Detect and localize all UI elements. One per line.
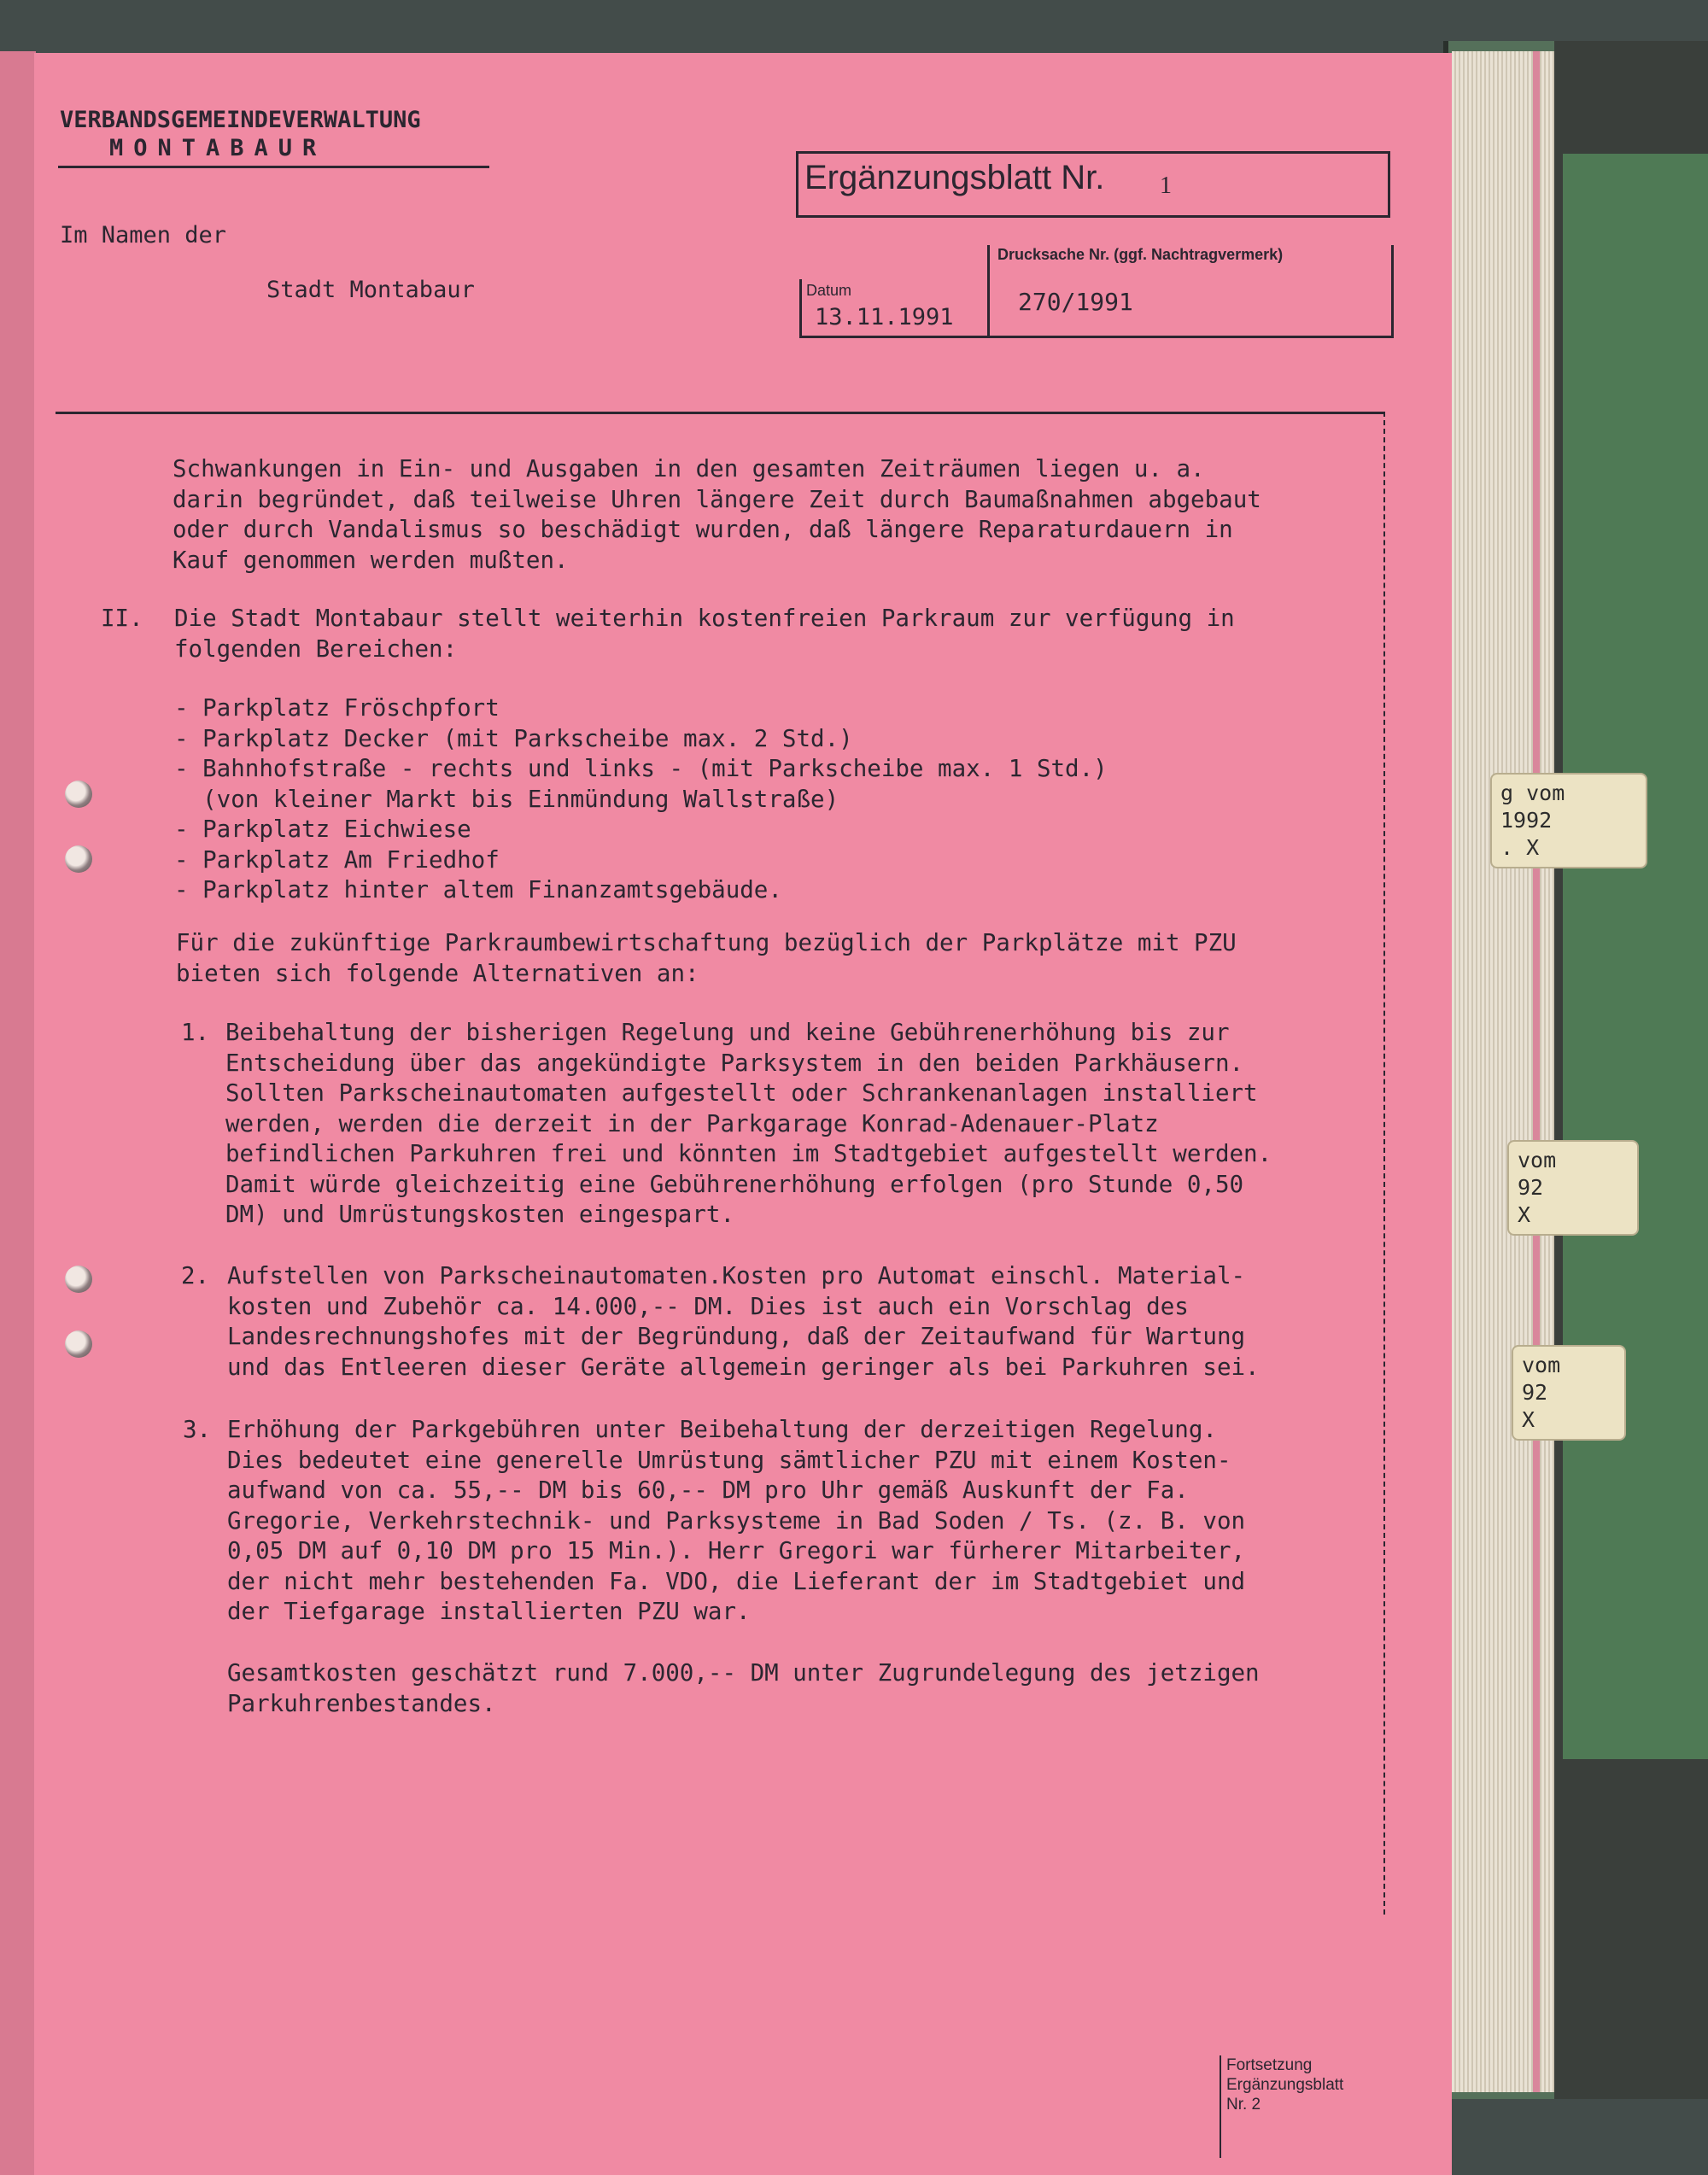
left-page-edge bbox=[0, 51, 36, 2175]
letterhead-underline bbox=[58, 166, 489, 168]
punch-hole-4 bbox=[65, 1330, 92, 1358]
section-numeral: II. bbox=[101, 605, 143, 632]
punch-hole-2 bbox=[65, 845, 92, 873]
alternatives-intro: Für die zukünftige Parkraumbewirtschaftung bezüglich der Parkplätze mit PZU bieten sich folgende Alternativen an: bbox=[176, 929, 1237, 987]
binder-green-panel bbox=[1563, 154, 1708, 1759]
alternative-3-text: Erhöhung der Parkgebühren unter Beibehaltung der derzeitigen Regelung. Dies bedeutet eine generelle Umrüstung sämtlicher PZU mit einem Kosten- aufwand von ca. 55,-- DM bis 60,-- DM pro Uhr gemäß Auskunft der Fa. Gregorie, Verkehrstechnik- und Parksysteme in Bad Soden / Ts. (z. B. von 0,05 DM auf 0,10 DM pro 15 Min.). Herr Gregori war fürherer Mitarbeiter, der nicht mehr bestehenden Fa. VDO, die Lieferant der im Stadtgebiet und der Tiefgarage installierten PZU war. bbox=[227, 1416, 1246, 1625]
organization-city: MONTABAUR bbox=[109, 135, 327, 161]
alternative-2-text: Aufstellen von Parkscheinautomaten.Kosten pro Automat einschl. Material- kosten und Zubehör ca. 14.000,-- DM. Dies ist auch ein Vorschlag des Landesrechnungshofes mit der Begründung, daß der Zeitaufwand für Wartung und das Entleeren dieser Geräte allgemein geringer als bei Parkuhren sei. bbox=[227, 1262, 1260, 1381]
section-intro: Die Stadt Montabaur stellt weiterhin kostenfreien Parkraum zur verfügung in folgenden Bereichen: bbox=[174, 605, 1235, 663]
date-value: 13.11.1991 bbox=[815, 304, 954, 330]
punch-hole-1 bbox=[65, 781, 92, 808]
free-parking-list: - Parkplatz Fröschpfort - Parkplatz Decker (mit Parkscheibe max. 2 Std.) - Bahnhofstraße - rechts und links - (mit Parkscheibe max. 1 Std.) (von kleiner Markt bis Einmündung Wallstraße) - Parkplatz Eichwiese - Parkplatz Am Friedhof - Parkplatz hinter altem Finanzamtsgebäude. bbox=[174, 694, 1108, 903]
document-number-label: Drucksache Nr. (ggf. Nachtragvermerk) bbox=[997, 246, 1284, 263]
document-number-value: 270/1991 bbox=[1018, 288, 1133, 316]
total-costs: Gesamtkosten geschätzt rund 7.000,-- DM unter Zugrundelegung des jetzigen Parkuhrenbestandes. bbox=[227, 1659, 1260, 1717]
alternative-1-text: Beibehaltung der bisherigen Regelung und keine Gebührenerhöhung bis zur Entscheidung über das angekündigte Parksystem in den beiden Parkhäusern. Sollten Parkscheinautomaten aufgestellt oder Schrankenanlagen installiert werden, werden die derzeit in der Parkgarage Konrad-Adenauer-Platz befindlichen Parkuhren frei und könnten im Stadtgebiet aufgestellt werden. Damit würde gleichzeitig eine Gebührenerhöhung erfolgen (pro Stunde 0,50 DM) und Umrüstungskosten eingespart. bbox=[225, 1019, 1272, 1228]
side-tab-1: g vom 1992 . X bbox=[1490, 773, 1647, 868]
content-top-rule bbox=[56, 412, 1383, 414]
content-right-rule bbox=[1383, 412, 1385, 1915]
date-label: Datum bbox=[806, 282, 852, 299]
organization-name: VERBANDSGEMEINDEVERWALTUNG bbox=[60, 107, 421, 133]
alternative-1-number: 1. bbox=[181, 1019, 210, 1046]
continuation-note: Fortsetzung Ergänzungsblatt Nr. 2 bbox=[1226, 2056, 1344, 2114]
on-behalf-of: Stadt Montabaur bbox=[266, 277, 475, 303]
side-tab-2: vom 92 X bbox=[1507, 1140, 1639, 1236]
footer-bracket bbox=[1220, 2055, 1221, 2158]
document-page bbox=[34, 53, 1452, 2175]
sheet-number: 1 bbox=[1160, 172, 1172, 199]
sheet-title: Ergänzungsblatt Nr. bbox=[804, 159, 1105, 196]
alternative-3-number: 3. bbox=[183, 1416, 212, 1443]
alternative-2-number: 2. bbox=[181, 1262, 210, 1289]
paragraph-variations: Schwankungen in Ein- und Ausgaben in den gesamten Zeiträumen liegen u. a. darin begründet, daß teilweise Uhren längere Zeit durch Baumaßnahmen abgebaut oder durch Vandalismus so beschädigt wurden, daß längere Reparaturdauern in Kauf genommen werden mußten. bbox=[173, 455, 1261, 574]
side-tab-3: vom 92 X bbox=[1512, 1345, 1626, 1441]
punch-hole-3 bbox=[65, 1266, 92, 1293]
in-name-of: Im Namen der bbox=[60, 222, 227, 248]
pink-sheet-edge bbox=[1533, 51, 1540, 2092]
